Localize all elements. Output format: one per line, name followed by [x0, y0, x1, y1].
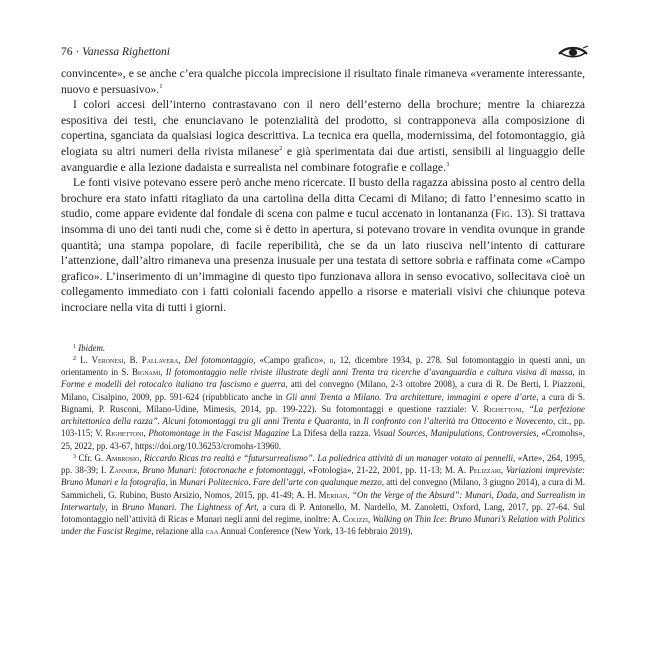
figure-ref-label[interactable]: Fig. [495, 207, 513, 221]
eye-icon [557, 44, 589, 60]
footnote: $^1$ Ibidem. [73, 342, 106, 353]
running-head-author: Vanessa Righettoni [82, 46, 170, 58]
header-separator: · [75, 46, 80, 58]
footnotes [61, 342, 585, 538]
running-header [61, 44, 585, 60]
note-ref[interactable]: 1 [159, 82, 163, 90]
footnote: $^2$ L. Veronesi, B. Pallavera, Del fotomontaggio, «Campo grafico», ii, 12, dicembre 1934, p. 278. Sul fotomontaggio in questi anni, un orientamento in S. Bignami, Il fotomontaggio nelle riviste illustrate degli anni Trenta tra ricerche d’avanguardia e cultura visiva di massa, in Forme e modelli del rotocalco italiano tra fascismo e guerra, atti del convegno (Milano, 2-3 ottobre 2008), a cura di R. De Berti, I. Piazzoni, Milano, Cisalpino, 2009, pp. 591-624 (ripubblicato anche in Gli anni Trenta a Milano. Tra architetture, immagini e opere d’arte, a cura di S. Bignami, P. Rusconi, Milano-Udine, Mimesis, 2014, pp. 199-222). Su fotomontaggi e questione razziale: V. Righettoni, “La perfezione architettonica della razza”. Alcuni fotomontaggi tra gli anni Trenta e Quaranta, in Il confronto con l’alterità tra Ottocento e Novecento, cit., pp. 103-115; V. Righettoni, Photomontage in the Fascist Magazine La Difesa della razza. Visual Sources, Manipulations, Controversies, «Cromohs», 25, 2022, pp. 43-67, https://doi.org/10.36253/cromohs-13960. [61, 354, 586, 451]
page [61, 44, 585, 538]
paragraph: Le fonti visive potevano essere però anche meno ricercate. Il busto della ragazza abissina posto al centro della brochure era stato infatti ritagliato da una cartolina della ditta Cecami di Milano; di fatto l’ennesimo scatto in studio, come appare evidente dal fondale di scena con palme e tucul accenato in lontananza (Fig. 13). Si trattava insomma di uno dei tanti nudi che, come si è detto in apertura, si potevano trovare in vendita ovunque in grande quantità; una stampa popolare, di facile reperibilità, che se da un lato riusciva nell’intento di catturare l’attenzione, dall’altro rimaneva una presenza inusuale per una testata di settore sobria e raffinata come «Campo grafico». L’inserimento di un’immagine di questo tipo funzionava allora in senso evocativo, sollecitava cioè un collegamento immediato con i fatti coloniali facendo appello a risorse e materiali visivi che chiunque poteva incrociare nella vita di tutti i giorni. [61, 176, 585, 314]
page-number: 76 [61, 46, 73, 58]
paragraph: I colori accesi dell’interno contrastavano con il nero dell’esterno della brochure; mentre la chiarezza espositiva dei testi, che enunciavano le potenzialità del prodotto, si contrapponeva alla composizione di copertina, sganciata da qualsiasi logica descrittiva. La tecnica era quella, modernissima, del fotomontaggio, già elogiata su altri numeri della rivista milanese$^2$ e già sperimentata dai due artisti, sensibili al linguaggio delle avanguardie e alla lezione dadaista e surrealista nel combinare fotografie e collage.$^3$ [61, 98, 585, 174]
paragraph: convincente», e se anche c’era qualche piccola imprecisione il risultato finale rimaneva «veramente interessante, nuovo e persuasivo».$^1$ [61, 67, 585, 96]
note-ref[interactable]: 3 [445, 160, 450, 168]
body-text [61, 66, 585, 316]
footnote: $^3$ Cfr. G. Ambrosio, Riccardo Ricas tra realtà e “futursurrealismo”. La poliedrica attività di un manager votato ai pennelli, «Arte», 264, 1995, pp. 38-39; I. Zannier, Bruno Munari: fotocronache e fotomontaggi, «Fotologia», 21-22, 2001, pp. 11-13; M. A. Pelizzari, Variazioni impreviste: Bruno Munari e la fotografia, in Munari Politecnico. Fare dell’arte con qualunque mezzo, atti del convegno (Milano, 3 giugno 2014), a cura di M. Sammicheli, G. Rubino, Busto Arsizio, Nomos, 2015, pp. 41-49; A. H. Merjian, “On the Verge of the Absurd”: Munari, Dada, and Surrealism in Interwartaly, in Bruno Munari. The Lightness of Art, a cura di P. Antonello, M. Nardello, M. Zanoletti, Oxford, Lang, 2017, pp. 27-64. Sul fotomontaggio nell’attività di Ricas e Munari negli anni del regime, inoltre: A. Colizzi, Walking on Thin Ice: Bruno Munari’s Relation with Politics under the Fascist Regime, relazione alla caa Annual Conference (New York, 13-16 febbraio 2019). [61, 452, 586, 537]
note-ref[interactable]: 2 [279, 144, 283, 152]
figure-ref-number[interactable]: 13 [512, 207, 528, 221]
